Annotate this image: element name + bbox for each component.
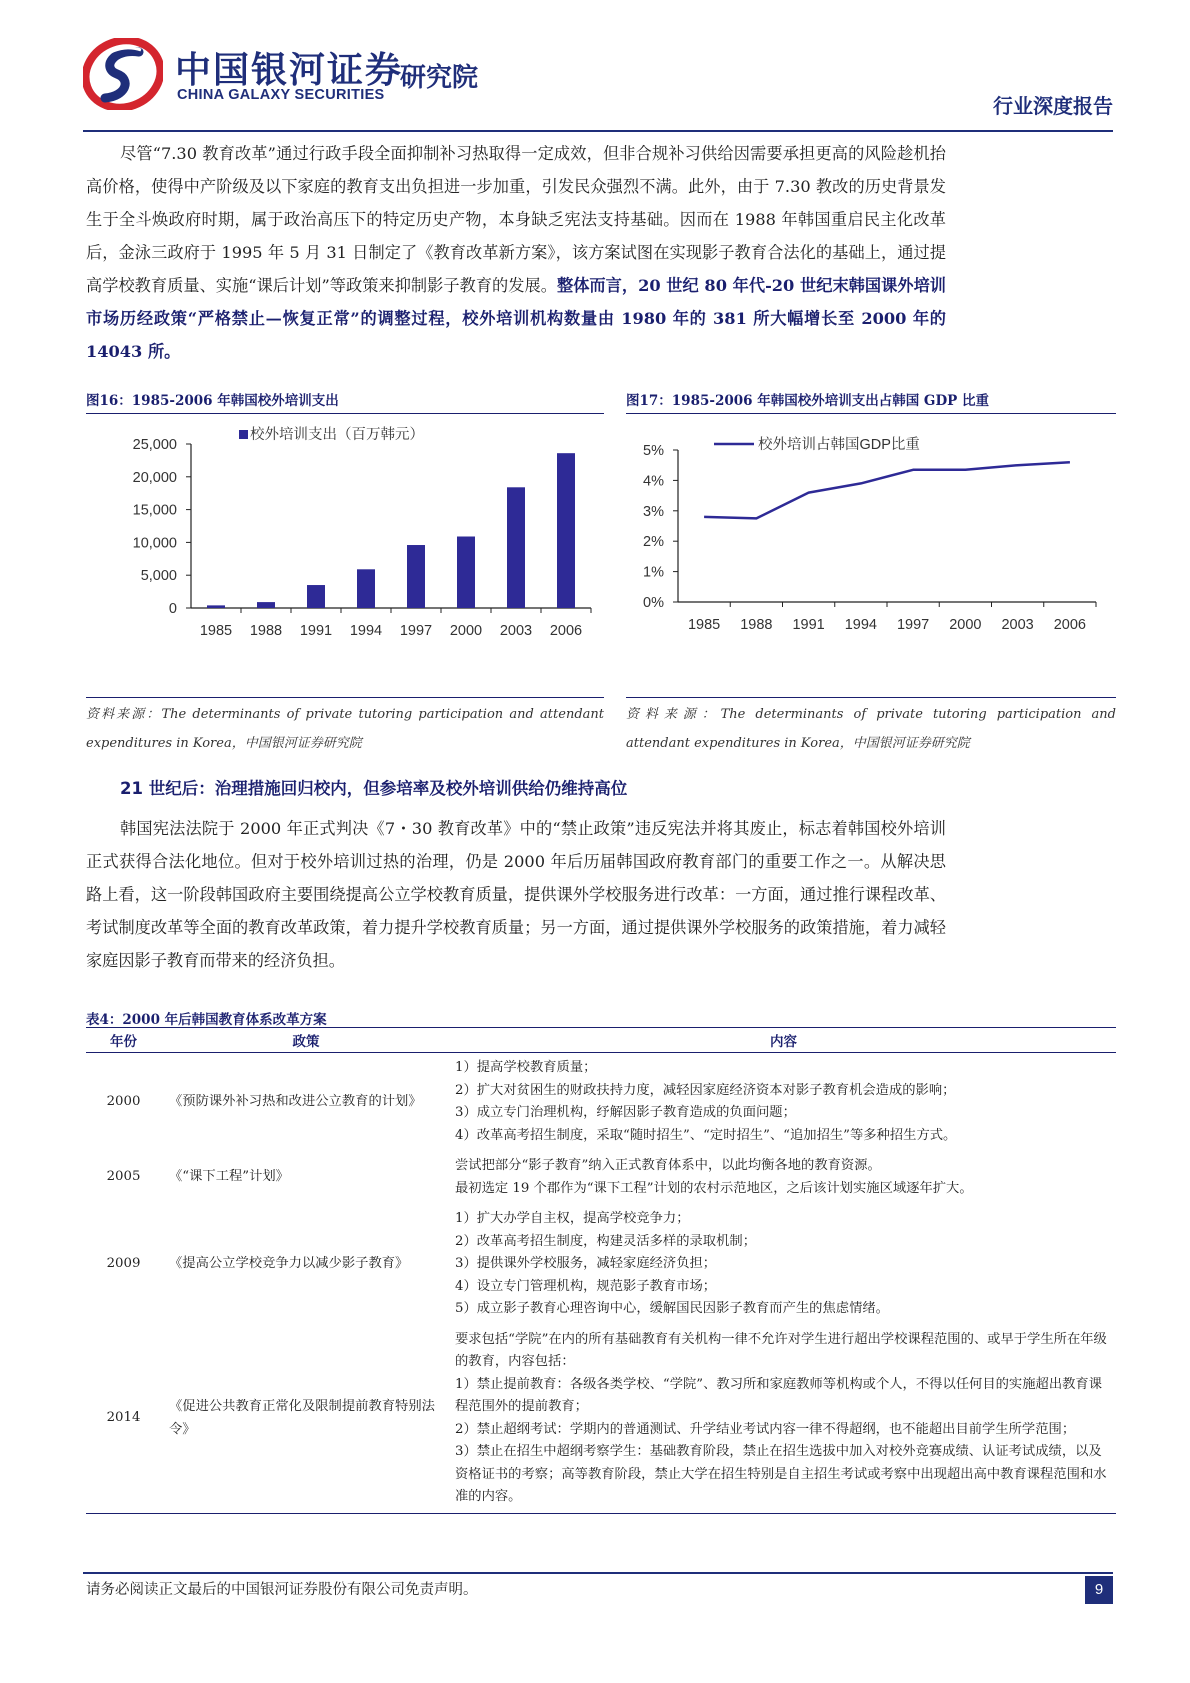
line-chart-gdp-share	[626, 420, 1116, 690]
bar-1991	[307, 585, 325, 608]
content-item: 要求包括“学院”在内的所有基础教育有关机构一律不允许对学生进行超出学校课程范围的、或早于学生所在年级的教育，内容包括：	[455, 1331, 1107, 1369]
legend-label: 校外培训占韩国GDP比重	[758, 437, 920, 453]
content-item: 最初选定 19 个郡作为“课下工程”计划的农村示范地区，之后该计划实施区域逐年扩大。	[455, 1180, 973, 1196]
content-item: 2）改革高考招生制度，构建灵活多样的录取机制；	[455, 1233, 756, 1249]
cell-content	[451, 1204, 1116, 1325]
x-tick-label: 1994	[349, 623, 383, 639]
x-tick-label: 2000	[449, 623, 483, 639]
table-header-row	[86, 1028, 1116, 1053]
table-4-title: 表4：2000 年后韩国教育体系改革方案	[86, 1012, 327, 1028]
x-tick-label: 2003	[1001, 617, 1034, 633]
body-paragraph-2: 韩国宪法法院于 2000 年正式判决《7・30 教育改革》中的“禁止政策”违反宪法并将其废止，标志着韩国校外培训正式获得合法化地位。但对于校外培训过热的治理，仍是 2000 年后历届韩国政府教育部门的重要工作之一。从解决思路上看，这一阶段韩国政府主要围绕提高公立学校教育质量，提供课外学校服务进行改革：一方面，通过推行课程改革、考试制度改革等全面的教育改革政策，着力提升学校教育质量；另一方面，通过提供课外学校服务的政策措施，着力减轻家庭因影子教育而带来的经济负担。	[86, 819, 946, 970]
x-tick-label: 2003	[499, 623, 533, 639]
x-tick-label: 2006	[1053, 617, 1087, 633]
x-tick-label: 1997	[399, 623, 433, 639]
bar-1997	[407, 545, 425, 608]
cell-policy: 《“课下工程”计划》	[169, 1169, 289, 1185]
page-header	[83, 30, 1113, 130]
cell-year: 2005	[106, 1169, 141, 1185]
y-tick-label: 3%	[643, 503, 664, 520]
header-policy: 政策	[161, 1028, 451, 1053]
y-tick-label: 5,000	[140, 568, 177, 585]
cell-year: 2009	[106, 1256, 141, 1271]
body-paragraph-1	[86, 137, 946, 368]
y-tick-label: 0	[168, 601, 177, 617]
paragraph-1-emphasis: 整体而言，20 世纪 80 年代-20 世纪末韩国课外培训市场历经政策“严格禁止—恢复正常”的调整过程，校外培训机构数量由 1980 年的 381 所大幅增长至 2000 年的 14043 所。	[86, 276, 946, 361]
cell-policy: 《预防课外补习热和改进公立教育的计划》	[169, 1093, 422, 1109]
x-tick-label: 1985	[199, 623, 233, 639]
figure-16-title: 图16：1985-2006 年韩国校外培训支出	[86, 389, 604, 414]
y-tick-label: 25,000	[132, 437, 177, 453]
legend-swatch	[239, 430, 248, 439]
content-item: 1）禁止提前教育：各级各类学校、“学院”、教习所和家庭教师等机构或个人，不得以任何目的实施超出教育课程范围外的提前教育；	[455, 1376, 1103, 1414]
figure-16-divider	[86, 697, 604, 698]
report-type: 行业深度报告	[993, 94, 1113, 118]
table-row	[86, 1053, 1116, 1152]
series-line-gdp-share	[704, 462, 1070, 518]
y-tick-label: 1%	[643, 564, 664, 581]
x-tick-label: 2006	[549, 623, 583, 639]
header-year: 年份	[86, 1028, 161, 1053]
bar-chart-tutoring-expenditure	[86, 420, 604, 690]
content-item: 1）提高学校教育质量；	[455, 1060, 597, 1075]
table-row	[86, 1325, 1116, 1514]
cell-content	[451, 1151, 1116, 1204]
header-content: 内容	[451, 1028, 1116, 1053]
content-item: 5）成立影子教育心理咨询中心，缓解国民因影子教育而产生的焦虑情绪。	[455, 1301, 889, 1316]
bar-2000	[457, 536, 475, 608]
bar-2006	[557, 453, 575, 608]
figure-17-title: 图17：1985-2006 年韩国校外培训支出占韩国 GDP 比重	[626, 389, 1116, 414]
table-4	[86, 1027, 1116, 1514]
content-item: 3）提供课外学校服务，减轻家庭经济负担；	[455, 1256, 717, 1271]
brand-name-cn: 中国银河证券	[175, 50, 404, 91]
cell-content	[451, 1325, 1116, 1514]
legend-label: 校外培训支出（百万韩元）	[250, 427, 424, 443]
x-tick-label: 1988	[249, 623, 283, 639]
content-item: 尝试把部分“影子教育”纳入正式教育体系中，以此均衡各地的教育资源。	[455, 1158, 881, 1173]
y-tick-label: 2%	[643, 534, 664, 551]
galaxy-logo-icon	[83, 38, 163, 110]
bar-1988	[257, 602, 275, 608]
content-item: 1）扩大办学自主权，提高学校竞争力；	[455, 1211, 690, 1226]
paragraph-1-text: 尽管“7.30 教育改革”通过行政手段全面抑制补习热取得一定成效，但非合规补习供给因需要承担更高的风险趁机抬高价格，使得中产阶级及以下家庭的教育支出负担进一步加重，引发民众强烈不满。此外，由于 7.30 教改的历史背景发生于全斗焕政府时期，属于政治高压下的特定历史产物，本身缺乏宪法支持基础。因而在 1988 年韩国重启民主化改革后，金泳三政府于 1995 年 5 月 31 日制定了《教育改革新方案》，该方案试图在实现影子教育合法化的基础上，通过提高学校教育质量、实施“课后计划”等政策来抑制影子教育的发展。	[86, 144, 946, 295]
brand-name-en: CHINA GALAXY SECURITIES	[177, 87, 385, 103]
figure-17-divider	[626, 697, 1116, 698]
figure-17-source: 资料来源：The determinants of private tutoring participation and attendant expenditures in Korea，中国银河证券研究院	[626, 707, 1116, 751]
table-row	[86, 1204, 1116, 1325]
cell-policy: 《促进公共教育正常化及限制提前教育特别法令》	[161, 1325, 451, 1514]
x-tick-label: 1994	[844, 617, 878, 633]
y-tick-label: 0%	[643, 595, 664, 611]
footer-divider	[83, 1572, 1113, 1574]
content-item: 2）禁止超纲考试：学期内的普通测试、升学结业考试内容一律不得超纲，也不能超出目前学生所学范围；	[455, 1421, 1076, 1437]
x-tick-label: 1991	[792, 617, 825, 633]
x-tick-label: 1997	[896, 617, 930, 633]
cell-policy: 《提高公立学校竞争力以减少影子教育》	[169, 1256, 409, 1271]
content-item: 3）成立专门治理机构，纾解因影子教育造成的负面问题；	[455, 1105, 796, 1120]
bar-1985	[207, 605, 225, 608]
header-divider	[83, 130, 1113, 132]
bar-2003	[507, 487, 525, 608]
x-tick-label: 2000	[949, 617, 982, 633]
y-tick-label: 10,000	[132, 535, 177, 552]
y-tick-label: 15,000	[132, 502, 177, 519]
x-tick-label: 1991	[299, 623, 333, 639]
content-item: 4）改革高考招生制度，采取“随时招生”、“定时招生”、“追加招生”等多种招生方式。	[455, 1127, 957, 1143]
section-title: 21 世纪后：治理措施回归校内，但参培率及校外培训供给仍维持高位	[120, 779, 628, 798]
content-item: 2）扩大对贫困生的财政扶持力度，减轻因家庭经济资本对影子教育机会造成的影响；	[455, 1082, 956, 1098]
institute-label: 研究院	[400, 63, 479, 93]
cell-content	[451, 1053, 1116, 1152]
cell-year: 2014	[86, 1325, 161, 1514]
y-tick-label: 4%	[643, 473, 664, 490]
content-item: 4）设立专门管理机构，规范影子教育市场；	[455, 1278, 717, 1294]
table-row	[86, 1151, 1116, 1204]
footer-disclaimer: 请务必阅读正文最后的中国银河证券股份有限公司免责声明。	[86, 1582, 478, 1598]
x-tick-label: 1988	[740, 617, 773, 633]
bar-1994	[357, 569, 375, 608]
content-item: 3）禁止在招生中超纲考察学生：基础教育阶段，禁止在招生选拔中加入对校外竞赛成绩、认证考试成绩，以及资格证书的考察；高等教育阶段，禁止大学在招生特别是自主招生考试或考察中出现超出高中教育课程范围和水准的内容。	[455, 1444, 1107, 1504]
x-tick-label: 1985	[687, 617, 721, 633]
page-number: 9	[1085, 1576, 1113, 1604]
y-tick-label: 20,000	[132, 469, 177, 486]
y-tick-label: 5%	[643, 443, 664, 459]
figure-16-source: 资料来源：The determinants of private tutoring participation and attendant expenditures in Korea，中国银河证券研究院	[86, 707, 604, 751]
cell-year: 2000	[106, 1093, 141, 1109]
